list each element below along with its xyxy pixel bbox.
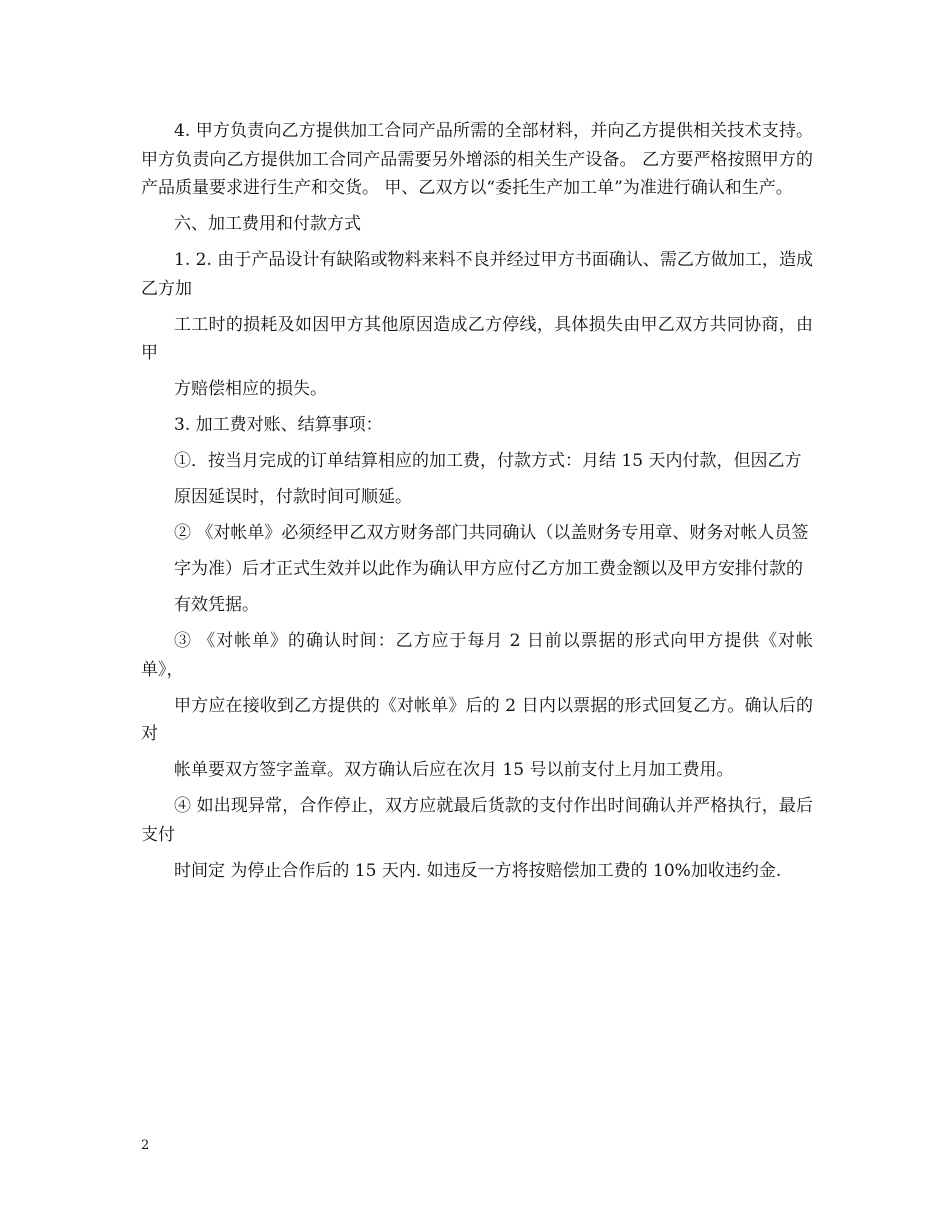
paragraph-defect-clause: 1. 2. 由于产品设计有缺陷或物料来料不良并经过甲方书面确认、需乙方做加工，造成乙方加 <box>141 250 813 299</box>
paragraph-item-2-end: 有效凭据。 <box>174 595 259 615</box>
paragraph-item-4-cont: 时间定 为停止合作后的 15 天内. 如违反一方将按赔偿加工费的 10%加收违约金. <box>174 860 782 881</box>
paragraph-item-4: ④ 如出现异常，合作停止，双方应就最后货款的支付作出时间确认并严格执行，最后支付 <box>141 796 813 845</box>
paragraph-item-1-cont: 原因延误时，付款时间可顺延。 <box>174 487 412 507</box>
paragraph-compensation: 方赔偿相应的损失。 <box>174 379 327 399</box>
paragraph-settlement-heading: 3. 加工费对账、结算事项： <box>174 415 383 435</box>
section-heading-fees-payment: 六、加工费用和付款方式 <box>174 214 361 234</box>
body-text <box>141 117 813 893</box>
paragraph-item-2-cont: 字为准）后才正式生效并以此作为确认甲方应付乙方加工费金额以及甲方安排付款的 <box>174 559 803 579</box>
paragraph-item-3-end: 帐单要双方签字盖章。双方确认后应在次月 15 号以前支付上月加工费用。 <box>174 760 734 780</box>
page-number: 2 <box>141 1138 150 1153</box>
paragraph-item-3: ③ 《对帐单》的确认时间：乙方应于每月 2 日前以票据的形式向甲方提供《对帐单》， <box>141 631 813 680</box>
paragraph-item-1: ①．按当月完成的订单结算相应的加工费，付款方式：月结 15 天内付款，但因乙方 <box>174 451 802 471</box>
paragraph-item-3-cont: 甲方应在接收到乙方提供的《对帐单》后的 2 日内以票据的形式回复乙方。确认后的对 <box>141 695 813 744</box>
paragraph-item-2: ② 《对帐单》必须经甲乙双方财务部门共同确认（以盖财务专用章、财务对帐人员签 <box>174 523 809 543</box>
paragraph-material-supply: 4. 甲方负责向乙方提供加工合同产品所需的全部材料，并向乙方提供相关技术支持。 甲方负责向乙方提供加工合同产品需要另外增添的相关生产设备。 乙方要严格按照甲方的产品质量要求进行生产和交货。 甲、乙双方以“委托生产加工单”为准进行确认和生产。 <box>141 121 813 198</box>
paragraph-defect-clause-cont: 工工时的损耗及如因甲方其他原因造成乙方停线，具体损失由甲乙双方共同协商，由甲 <box>141 314 813 363</box>
